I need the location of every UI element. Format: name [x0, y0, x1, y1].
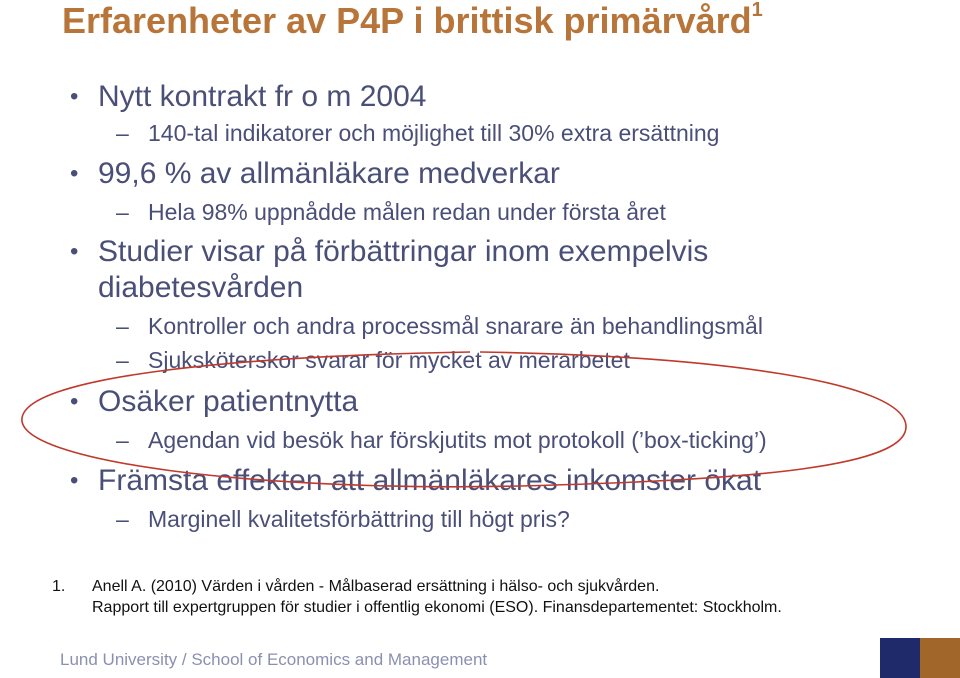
footer-brown-block — [920, 638, 960, 678]
slide-title — [62, 0, 763, 42]
footer-text: Lund University / School of Economics and Management — [60, 650, 488, 669]
footer-blue-block — [880, 638, 920, 678]
reference-line-1: Anell A. (2010) Värden i vården - Målbaserad ersättning i hälso- och sjukvården. — [92, 578, 660, 595]
sub-bullet-item — [116, 425, 767, 455]
bullet-icon: • — [70, 388, 79, 415]
bullet-item — [70, 384, 359, 420]
bullet-text: diabetesvården — [98, 271, 304, 304]
dash-icon: – — [116, 313, 129, 339]
sub-bullet-text: Agendan vid besök har förskjutits mot protokoll (’box-ticking’) — [148, 427, 767, 453]
bullet-item — [70, 234, 709, 270]
bullet-text: Främsta effekten att allmänläkares inkomster ökat — [98, 464, 762, 497]
bullet-icon: • — [70, 238, 79, 265]
sub-bullet-item — [116, 197, 666, 227]
dash-icon: – — [116, 427, 129, 453]
bullet-item-continuation — [98, 270, 303, 306]
sub-bullet-text: Hela 98% uppnådde målen redan under första året — [148, 199, 666, 225]
reference-number: 1. — [52, 578, 66, 595]
dash-icon: – — [116, 506, 129, 532]
sub-bullet-text: Marginell kvalitetsförbättring till högt pris? — [148, 506, 570, 532]
title-footnote-marker: 1 — [751, 0, 763, 21]
bullet-item — [70, 79, 427, 115]
bullet-text: Studier visar på förbättringar inom exempelvis — [98, 235, 709, 268]
sub-bullet-text: Kontroller och andra processmål snarare än behandlingsmål — [148, 313, 763, 339]
dash-icon: – — [116, 347, 129, 373]
bullet-icon: • — [70, 83, 79, 110]
sub-bullet-item — [116, 118, 720, 148]
slide-title-text: Erfarenheter av P4P i brittisk primärvård — [62, 0, 752, 41]
reference-line-2: Rapport till expertgruppen för studier i offentlig ekonomi (ESO). Finansdepartementet: Stockholm. — [92, 599, 782, 616]
bullet-text: 99,6 % av allmänläkare medverkar — [98, 157, 560, 190]
dash-icon: – — [116, 199, 129, 225]
sub-bullet-item — [116, 311, 763, 341]
sub-bullet-text: Sjuksköterskor svarar för mycket av merarbetet — [148, 347, 630, 373]
bullet-item — [70, 156, 560, 192]
bullet-text: Osäker patientnytta — [98, 385, 359, 418]
sub-bullet-item — [116, 345, 630, 375]
sub-bullet-text: 140-tal indikatorer och möjlighet till 30% extra ersättning — [148, 120, 720, 146]
bullet-text: Nytt kontrakt fr o m 2004 — [98, 80, 427, 113]
bullet-icon: • — [70, 160, 79, 187]
dash-icon: – — [116, 120, 129, 146]
bullet-item — [70, 463, 762, 499]
sub-bullet-item — [116, 504, 570, 534]
bullet-icon: • — [70, 467, 79, 494]
